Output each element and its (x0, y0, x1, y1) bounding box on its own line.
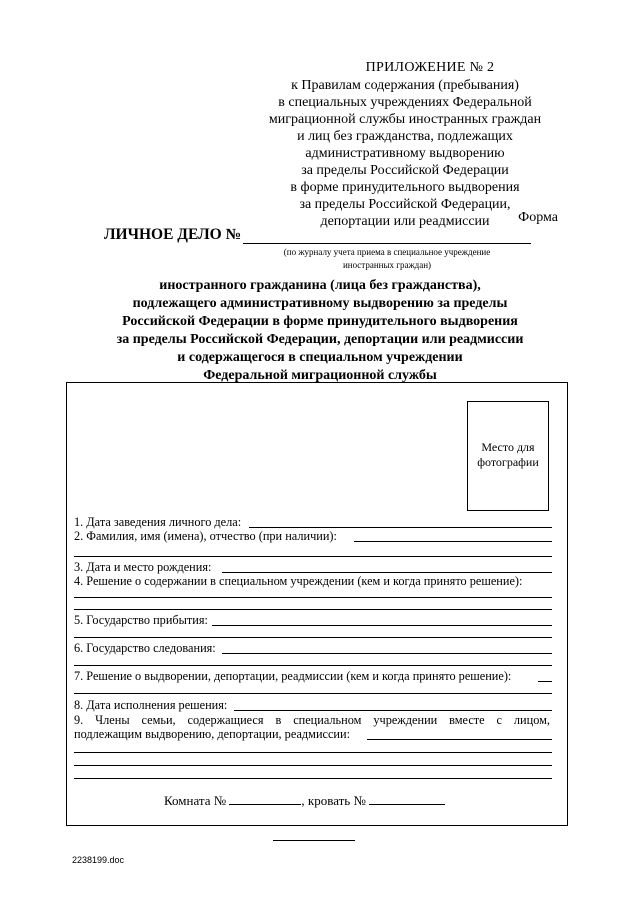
separator-line (273, 840, 355, 841)
family-members-input-line2[interactable] (74, 752, 552, 753)
field-label-family-members: 9. Члены семьи, содержащиеся в специальном учреждении вместе с лицом, (74, 713, 550, 727)
execution-date-input[interactable] (234, 710, 552, 711)
form-heading (60, 277, 580, 385)
room-bed-row (164, 792, 445, 809)
annex-line: миграционной службы иностранных граждан (268, 112, 542, 127)
annex-line: за пределы Российской Федерации, (299, 197, 511, 212)
annex-line: в специальных учреждениях Федеральной (278, 95, 532, 110)
annex-title: ПРИЛОЖЕНИЕ № 2 (365, 60, 495, 75)
full-name-input[interactable] (354, 541, 552, 542)
photo-caption-line: фотографии (477, 455, 539, 469)
form-label: Форма (518, 210, 558, 225)
annex-line: в форме принудительного выдворения (290, 180, 520, 195)
document-filename: 2238199.doc (72, 855, 125, 865)
heading-line: подлежащего административному выдворению за пределы (132, 296, 508, 311)
annex-line: и лиц без гражданства, подлежащих (297, 129, 513, 144)
field-label-case-date: 1. Дата заведения личного дела: (74, 515, 242, 529)
annex-subtitle (250, 77, 560, 230)
case-number-field[interactable] (243, 243, 531, 244)
destination-state-input[interactable] (222, 653, 552, 654)
arrival-state-input-line2[interactable] (74, 637, 552, 638)
expulsion-decision-input[interactable] (538, 681, 552, 682)
room-label: Комната № (164, 793, 227, 808)
case-note-line: иностранных граждан) (342, 260, 432, 270)
bed-number-input[interactable] (369, 792, 445, 805)
destination-state-input-line2[interactable] (74, 665, 552, 666)
heading-line: и содержащегося в специальном учреждении (177, 350, 463, 365)
heading-line: за пределы Российской Федерации, депортации или реадмиссии (116, 332, 524, 347)
photo-caption-line: Место для (481, 440, 535, 454)
expulsion-decision-input-line2[interactable] (74, 693, 552, 694)
full-name-input-line2[interactable] (74, 556, 552, 557)
annex-line: депортации или реадмиссии (320, 214, 490, 229)
annex-line: административному выдворению (305, 146, 505, 161)
family-members-input-line3[interactable] (74, 765, 552, 766)
family-members-input-line4[interactable] (74, 778, 552, 779)
case-note-line: (по журналу учета приема в специальное учреждение (283, 247, 491, 257)
field-label-destination-state: 6. Государство следования: (74, 641, 216, 655)
arrival-state-input[interactable] (212, 625, 552, 626)
field-label-expulsion-decision: 7. Решение о выдворении, депортации, реадмиссии (кем и когда принято решение): (74, 669, 512, 683)
field-label-arrival-state: 5. Государство прибытия: (74, 613, 208, 627)
field-label-full-name: 2. Фамилия, имя (имена), отчество (при наличии): (74, 529, 337, 543)
field-label-detention-decision: 4. Решение о содержании в специальном учреждении (кем и когда принято решение): (74, 574, 523, 588)
field-label-execution-date: 8. Дата исполнения решения: (74, 698, 228, 712)
heading-line: Российской Федерации в форме принудительного выдворения (122, 314, 518, 329)
field-label-family-members-cont: подлежащим выдворению, депортации, реадмиссии: (74, 727, 351, 741)
detention-decision-input-line2[interactable] (74, 609, 552, 610)
heading-line: Федеральной миграционной службы (203, 368, 437, 383)
annex-line: к Правилам содержания (пребывания) (291, 78, 519, 93)
field-label-birth: 3. Дата и место рождения: (74, 560, 212, 574)
bed-label: , кровать № (301, 793, 366, 808)
case-number-label: ЛИЧНОЕ ДЕЛО № (104, 226, 242, 243)
room-number-input[interactable] (229, 792, 301, 805)
annex-line: за пределы Российской Федерации (301, 163, 509, 178)
birth-input[interactable] (222, 572, 552, 573)
detention-decision-input[interactable] (74, 597, 552, 598)
case-number-note (243, 246, 531, 272)
heading-line: иностранного гражданина (лица без гражданства), (159, 278, 481, 293)
photo-caption (467, 440, 549, 470)
family-members-input[interactable] (367, 739, 552, 740)
case-date-input[interactable] (249, 527, 552, 528)
